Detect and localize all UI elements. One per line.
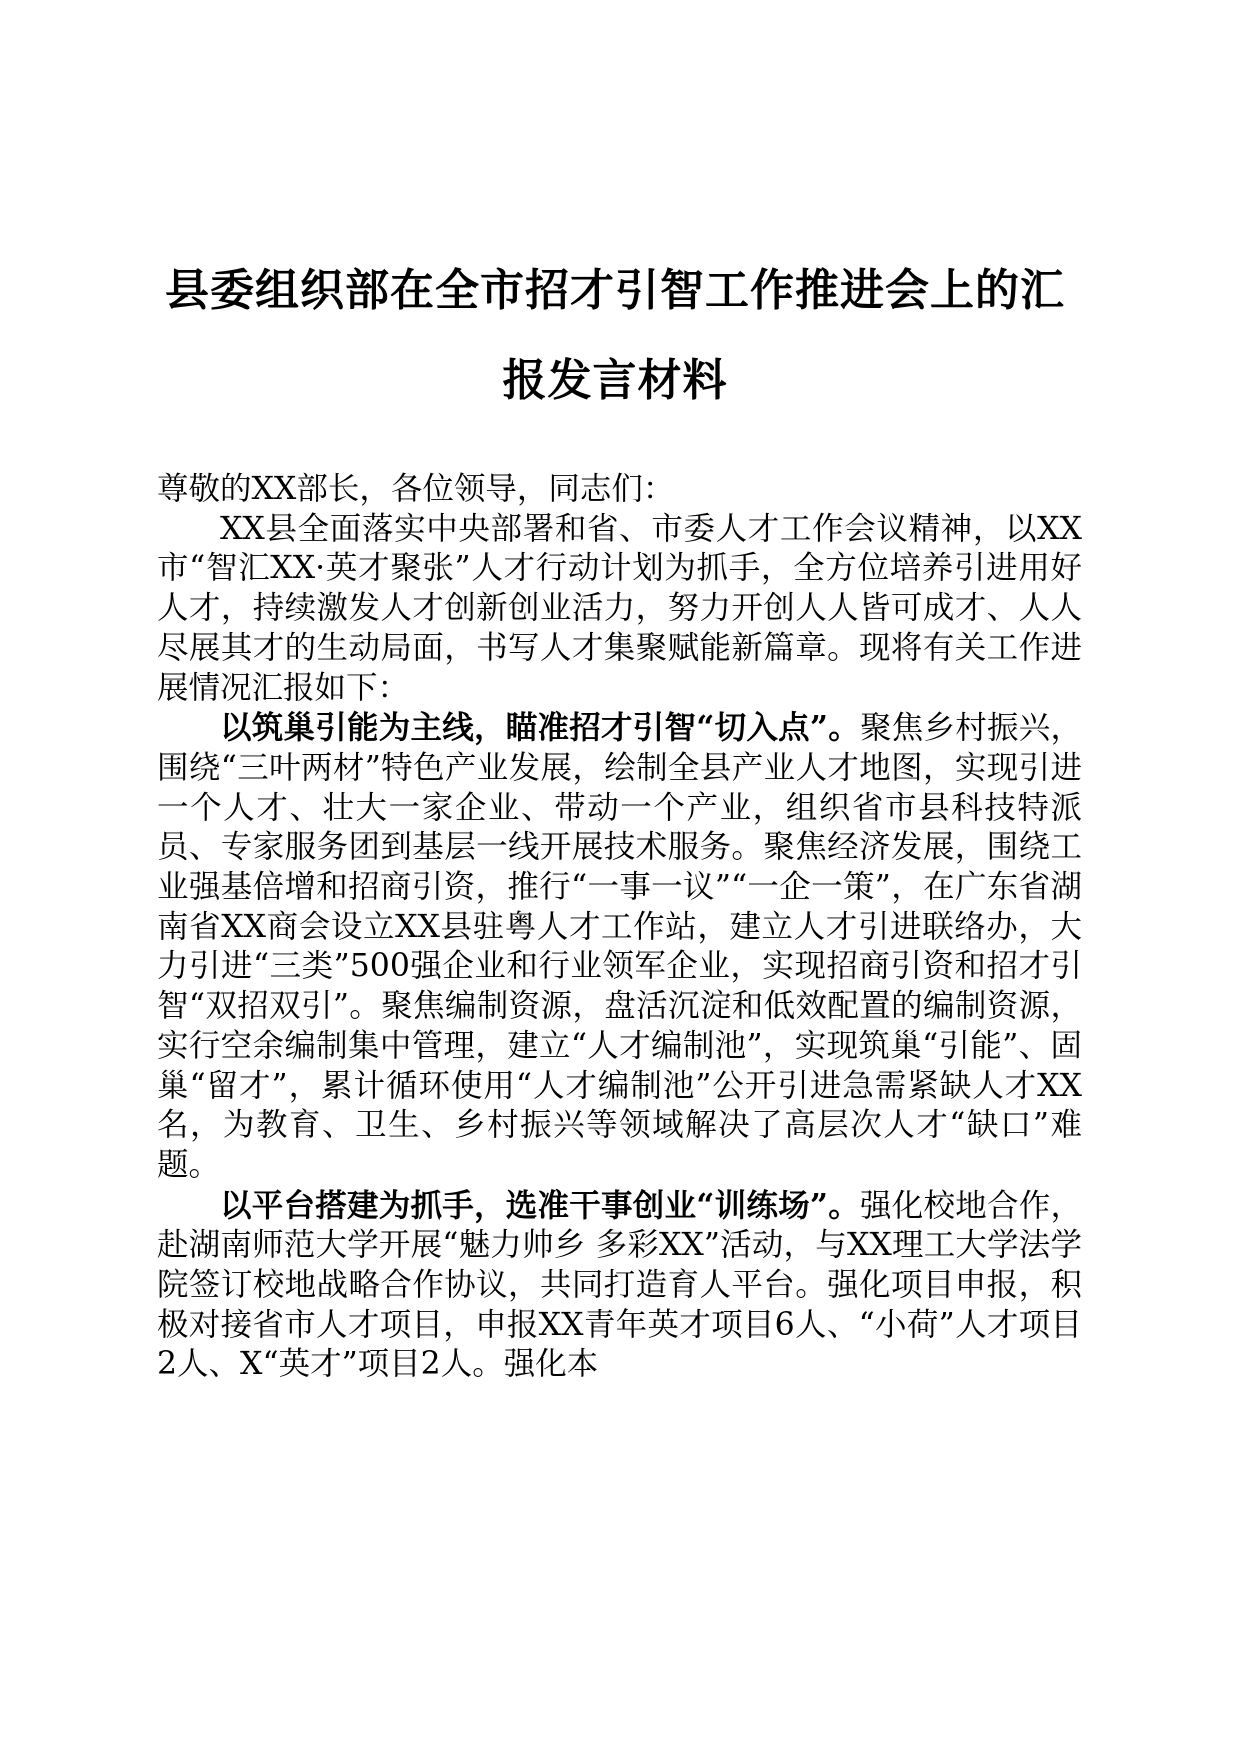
document-title-line-2: 报发言材料 <box>502 355 728 406</box>
section-1-paragraph <box>157 708 1082 1185</box>
section-1-heading: 以筑巢引能为主线，瞄准招才引智“切入点”。 <box>220 709 860 747</box>
section-2-heading: 以平台搭建为抓手，选准干事创业“训练场”。 <box>220 1186 860 1224</box>
document-body <box>157 470 1082 1385</box>
document-title <box>150 246 1080 426</box>
section-1-text: 聚焦乡村振兴，围绕“三叶两材”特色产业发展，绘制全县产业人才地图，实现引进一个人才、壮大一家企业、带动一个产业，组织省市县科技特派员、专家服务团到基层一线开展技术服务。聚焦经济发展，围绕工业强基倍增和招商引资，推行“一事一议”“一企一策”，在广东省湖南省XX商会设立XX县驻粤人才工作站，建立人才引进联络办，大力引进“三类”500强企业和行业领军企业，实现招商引资和招才引智“双招双引”。聚焦编制资源，盘活沉淀和低效配置的编制资源，实行空余编制集中管理，建立“人才编制池”，实现筑巢“引能”、固巢“留才”，累计循环使用“人才编制池”公开引进急需紧缺人才XX名，为教育、卫生、乡村振兴等领域解决了高层次人才“缺口”难题。 <box>157 710 1082 1183</box>
document-title-line-1: 县委组织部在全市招才引智工作推进会上的汇 <box>165 265 1065 316</box>
section-2-text: 强化校地合作，赴湖南师范大学开展“魅力帅乡 多彩XX”活动，与XX理工大学法学院签订校地战略合作协议，共同打造育人平台。强化项目申报，积极对接省市人才项目，申报XX青年英才项目6人、“小荷”人才项目2人、X“英才”项目2人。强化本 <box>157 1187 1082 1383</box>
section-2-paragraph <box>157 1186 1082 1386</box>
salutation: 尊敬的XX部长，各位领导，同志们： <box>157 471 675 507</box>
intro-paragraph: XX县全面落实中央部署和省、市委人才工作会议精神，以XX市“智汇XX·英才聚张”人才行动计划为抓手，全方位培养引进用好人才，持续激发人才创新创业活力，努力开创人人皆可成才、人人尽展其才的生动局面，书写人才集聚赋能新篇章。现将有关工作进展情况汇报如下： <box>157 510 1082 706</box>
